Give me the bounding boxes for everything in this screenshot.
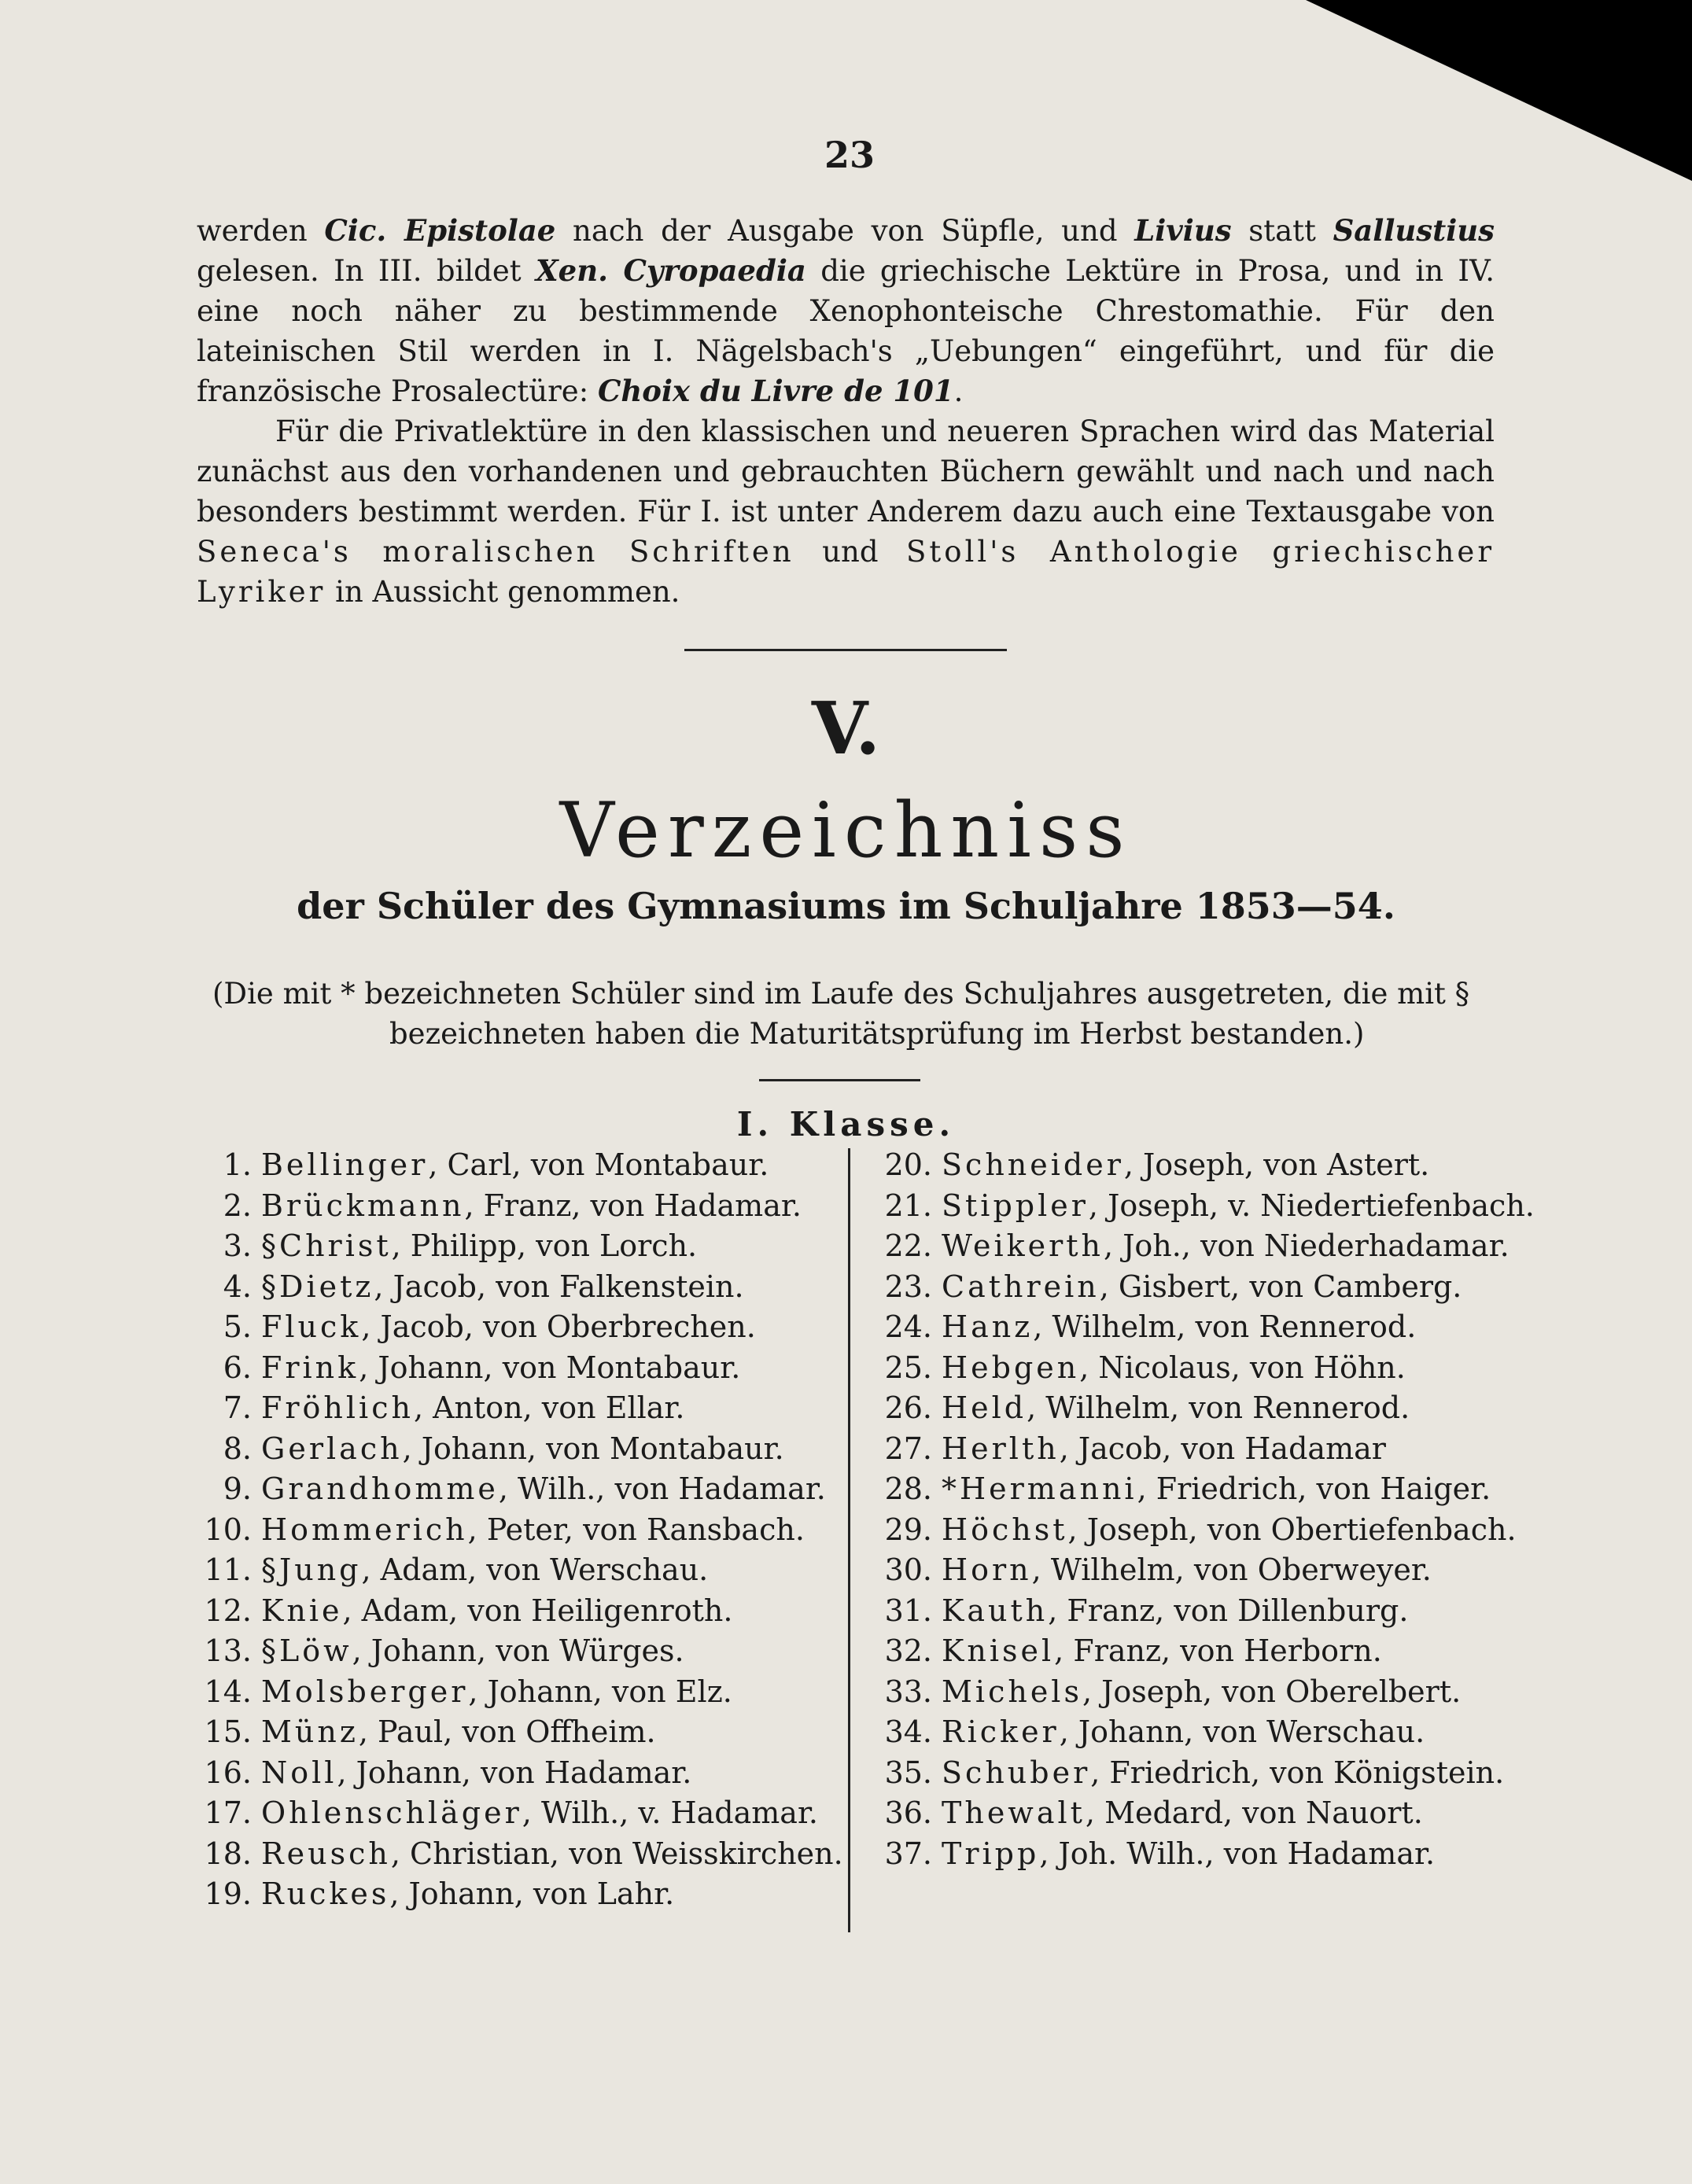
student-entry <box>869 1550 1498 1591</box>
spaced-title-text: Stoll's Anthologie griechischer Lyriker <box>197 535 1495 609</box>
student-entry <box>189 1550 842 1591</box>
student-number: 9. <box>223 1471 252 1506</box>
intro-text <box>197 211 1495 612</box>
student-entry <box>869 1348 1498 1389</box>
student-surname: Horn <box>942 1552 1032 1587</box>
student-surname: Knisel <box>942 1633 1055 1668</box>
student-number: 7. <box>223 1390 252 1425</box>
student-number: 18. <box>204 1836 252 1871</box>
emphasis-text: Livius <box>1134 213 1232 248</box>
student-details: , Joseph, von Oberelbert. <box>1082 1674 1462 1709</box>
student-entry <box>869 1631 1498 1672</box>
student-list-right <box>869 1145 1535 1874</box>
student-entry <box>189 1874 842 1915</box>
student-number: 15. <box>204 1714 252 1749</box>
student-surname: Michels <box>942 1674 1082 1709</box>
student-details: , Joh., von Niederhadamar. <box>1104 1228 1510 1263</box>
student-surname: §Löw <box>261 1633 352 1668</box>
emphasis-text: Xen. Cyropaedia <box>535 253 806 288</box>
note-rule <box>759 1079 920 1081</box>
student-number: 6. <box>223 1350 252 1385</box>
student-number: 26. <box>884 1390 932 1425</box>
student-details: , Joh. Wilh., von Hadamar. <box>1039 1836 1436 1871</box>
student-number: 14. <box>204 1674 252 1709</box>
student-surname: Brückmann <box>261 1188 465 1223</box>
student-surname: §Christ <box>261 1228 392 1263</box>
student-number: 35. <box>884 1755 932 1790</box>
student-number: 27. <box>884 1431 932 1466</box>
intro-paragraph-1 <box>197 211 1495 411</box>
student-number: 33. <box>884 1674 932 1709</box>
emphasis-text: Sallustius <box>1333 213 1495 248</box>
student-surname: Knie <box>261 1593 343 1628</box>
student-details: , Johann, von Montabaur. <box>402 1431 784 1466</box>
student-surname: Gerlach <box>261 1431 403 1466</box>
student-number: 30. <box>884 1552 932 1587</box>
student-surname: Münz <box>261 1714 359 1749</box>
text-run: und <box>794 535 907 569</box>
student-surname: Reusch <box>261 1836 391 1871</box>
note-line-2: bezeichneten haben die Maturitätsprüfung im Herbst bestanden.) <box>389 1017 1365 1051</box>
student-entry <box>189 1429 842 1470</box>
student-entry <box>869 1510 1517 1551</box>
student-details: , Adam, von Heiligenroth. <box>342 1593 733 1628</box>
student-entry <box>189 1348 842 1389</box>
student-details: , Wilhelm, von Rennerod. <box>1027 1390 1410 1425</box>
student-number: 28. <box>884 1471 932 1506</box>
student-entry <box>869 1226 1510 1267</box>
student-entry <box>869 1186 1535 1227</box>
emphasis-text: Cic. Epistolae <box>324 213 556 248</box>
student-details: , Wilh., von Hadamar. <box>498 1471 826 1506</box>
student-number: 21. <box>884 1188 932 1223</box>
student-entry <box>869 1793 1498 1834</box>
text-run: in Aussicht genommen. <box>326 575 680 609</box>
student-entry <box>189 1186 842 1227</box>
emphasis-text: Choix du Livre de 101 <box>597 374 954 408</box>
text-run: werden <box>197 214 325 248</box>
student-entry <box>869 1307 1498 1348</box>
student-details: , Johann, von Würges. <box>352 1633 684 1668</box>
student-details: , Johann, von Montabaur. <box>359 1350 741 1385</box>
student-surname: Ohlenschläger <box>261 1795 522 1830</box>
student-entry <box>189 1712 842 1753</box>
student-entry <box>189 1510 842 1551</box>
student-details: , Jacob, von Oberbrechen. <box>361 1309 756 1344</box>
student-details: , Carl, von Montabaur. <box>428 1147 769 1182</box>
student-details: , Johann, von Hadamar. <box>337 1755 692 1790</box>
student-details: , Nicolaus, von Höhn. <box>1079 1350 1406 1385</box>
student-entry <box>189 1672 842 1713</box>
intro-paragraph-2 <box>197 411 1495 612</box>
student-surname: Held <box>942 1390 1027 1425</box>
student-number: 11. <box>204 1552 252 1587</box>
student-entry <box>189 1267 842 1308</box>
section-subtitle: der Schüler des Gymnasiums im Schuljahre 1853—54. <box>297 885 1395 927</box>
student-details: , Medard, von Nauort. <box>1085 1795 1423 1830</box>
student-details: , Johann, von Elz. <box>468 1674 732 1709</box>
student-number: 17. <box>204 1795 252 1830</box>
student-number: 13. <box>204 1633 252 1668</box>
student-surname: Grandhomme <box>261 1471 499 1506</box>
student-number: 8. <box>223 1431 252 1466</box>
text-run: gelesen. In III. bildet <box>197 254 536 288</box>
student-number: 25. <box>884 1350 932 1385</box>
student-entry <box>189 1469 842 1510</box>
student-details: , Friedrich, von Haiger. <box>1137 1471 1491 1506</box>
student-entry <box>869 1672 1498 1713</box>
student-entry <box>189 1793 842 1834</box>
student-details: , Friedrich, von Königstein. <box>1090 1755 1505 1790</box>
student-number: 34. <box>884 1714 932 1749</box>
student-number: 19. <box>204 1876 252 1911</box>
student-entry <box>869 1145 1498 1186</box>
student-surname: Weikerth <box>942 1228 1104 1263</box>
student-surname: Fluck <box>261 1309 362 1344</box>
student-surname: Hommerich <box>261 1512 468 1547</box>
student-number: 20. <box>884 1147 932 1182</box>
student-details: , Joseph, von Astert. <box>1123 1147 1430 1182</box>
class-heading: I. Klasse. <box>736 1105 956 1144</box>
section-rule <box>684 649 1007 651</box>
student-number: 23. <box>884 1269 932 1304</box>
student-number: 29. <box>884 1512 932 1547</box>
student-number: 3. <box>223 1228 252 1263</box>
student-entry <box>869 1267 1498 1308</box>
text-run: Für die Privatlektüre in den klassischen und neueren Sprachen wird das Material zunächst aus den vorhandenen und gebrauchten Büchern gewählt und nach und nach besonders bestimmt werden. Für I. ist unter Anderem dazu auch eine Textausgabe von <box>197 414 1495 529</box>
student-surname: §Jung <box>261 1552 362 1587</box>
student-entry <box>189 1591 842 1632</box>
spaced-title-text: Seneca's moralischen Schriften <box>197 535 794 569</box>
student-surname: Fröhlich <box>261 1390 414 1425</box>
student-details: , Joseph, v. Niedertiefenbach. <box>1088 1188 1535 1223</box>
student-details: , Franz, von Dillenburg. <box>1048 1593 1409 1628</box>
student-entry <box>189 1388 842 1429</box>
explanatory-note <box>212 974 1471 1054</box>
student-surname: Hanz <box>942 1309 1034 1344</box>
student-number: 16. <box>204 1755 252 1790</box>
student-details: , Jacob, von Hadamar <box>1059 1431 1386 1466</box>
student-number: 5. <box>223 1309 252 1344</box>
student-details: , Peter, von Ransbach. <box>467 1512 805 1547</box>
student-details: , Anton, von Ellar. <box>413 1390 685 1425</box>
section-title: Verzeichniss <box>559 786 1133 875</box>
student-details: , Paul, von Offheim. <box>358 1714 656 1749</box>
student-entry <box>869 1429 1498 1470</box>
student-surname: Herlth <box>942 1431 1060 1466</box>
student-details: , Jacob, von Falkenstein. <box>374 1269 744 1304</box>
student-surname: Noll <box>261 1755 337 1790</box>
student-entry <box>869 1834 1498 1875</box>
student-surname: Kauth <box>942 1593 1049 1628</box>
text-run: nach der Ausgabe von Süpfle, und <box>555 214 1135 248</box>
student-surname: Molsberger <box>261 1674 469 1709</box>
student-entry <box>189 1145 842 1186</box>
student-number: 36. <box>884 1795 932 1830</box>
student-details: , Joseph, von Obertiefenbach. <box>1067 1512 1517 1547</box>
student-entry <box>869 1753 1505 1794</box>
note-line-1: (Die mit * bezeichneten Schüler sind im Laufe des Schuljahres ausgetreten, die mit § <box>212 977 1470 1011</box>
student-number: 12. <box>204 1593 252 1628</box>
student-entry <box>869 1712 1498 1753</box>
student-details: , Gisbert, von Camberg. <box>1099 1269 1462 1304</box>
student-surname: Schneider <box>942 1147 1124 1182</box>
student-details: , Wilh., v. Hadamar. <box>522 1795 819 1830</box>
student-surname: Cathrein <box>942 1269 1100 1304</box>
student-surname: Höchst <box>942 1512 1068 1547</box>
student-entry <box>869 1591 1498 1632</box>
student-details: , Franz, von Herborn. <box>1054 1633 1382 1668</box>
student-entry <box>869 1469 1498 1510</box>
student-surname: Bellinger <box>261 1147 429 1182</box>
student-number: 37. <box>884 1836 932 1871</box>
page-number: 23 <box>824 134 875 176</box>
student-surname: *Hermanni <box>942 1471 1137 1506</box>
student-number: 2. <box>223 1188 252 1223</box>
student-number: 10. <box>204 1512 252 1547</box>
student-surname: Frink <box>261 1350 359 1385</box>
student-surname: Ruckes <box>261 1876 390 1911</box>
student-details: , Wilhelm, von Oberweyer. <box>1031 1552 1432 1587</box>
section-number: V. <box>811 686 881 771</box>
student-entry <box>869 1388 1498 1429</box>
student-surname: Tripp <box>942 1836 1040 1871</box>
student-surname: Schuber <box>942 1755 1091 1790</box>
text-run: . <box>953 374 964 408</box>
student-surname: Hebgen <box>942 1350 1080 1385</box>
student-surname: Thewalt <box>942 1795 1086 1830</box>
student-number: 4. <box>223 1269 252 1304</box>
student-details: , Adam, von Werschau. <box>361 1552 709 1587</box>
student-entry <box>189 1631 842 1672</box>
student-surname: Ricker <box>942 1714 1060 1749</box>
student-details: , Johann, von Lahr. <box>389 1876 675 1911</box>
student-number: 22. <box>884 1228 932 1263</box>
student-details: , Philipp, von Lorch. <box>391 1228 698 1263</box>
text-run: die griechische Lektüre in Prosa, und in IV. eine noch näher zu bestimmende Xenophonteische Chrestomathie. Für den lateinischen Stil werden in I. Nägelsbach's „Uebungen“ eingeführt, und für die französische Prosalectüre: <box>197 254 1495 408</box>
student-entry <box>189 1834 842 1875</box>
text-run: statt <box>1231 214 1333 248</box>
student-entry <box>189 1307 842 1348</box>
student-details: , Christian, von Weisskirchen. <box>390 1836 843 1871</box>
student-entry <box>189 1753 842 1794</box>
student-surname: §Dietz <box>261 1269 374 1304</box>
student-details: , Wilhelm, von Rennerod. <box>1033 1309 1417 1344</box>
student-entry <box>189 1226 842 1267</box>
student-number: 32. <box>884 1633 932 1668</box>
column-divider <box>848 1148 850 1932</box>
student-number: 1. <box>223 1147 252 1182</box>
student-number: 24. <box>884 1309 932 1344</box>
student-list-left <box>189 1145 842 1915</box>
student-details: , Johann, von Werschau. <box>1059 1714 1425 1749</box>
student-number: 31. <box>884 1593 932 1628</box>
student-surname: Stippler <box>942 1188 1089 1223</box>
student-details: , Franz, von Hadamar. <box>464 1188 802 1223</box>
